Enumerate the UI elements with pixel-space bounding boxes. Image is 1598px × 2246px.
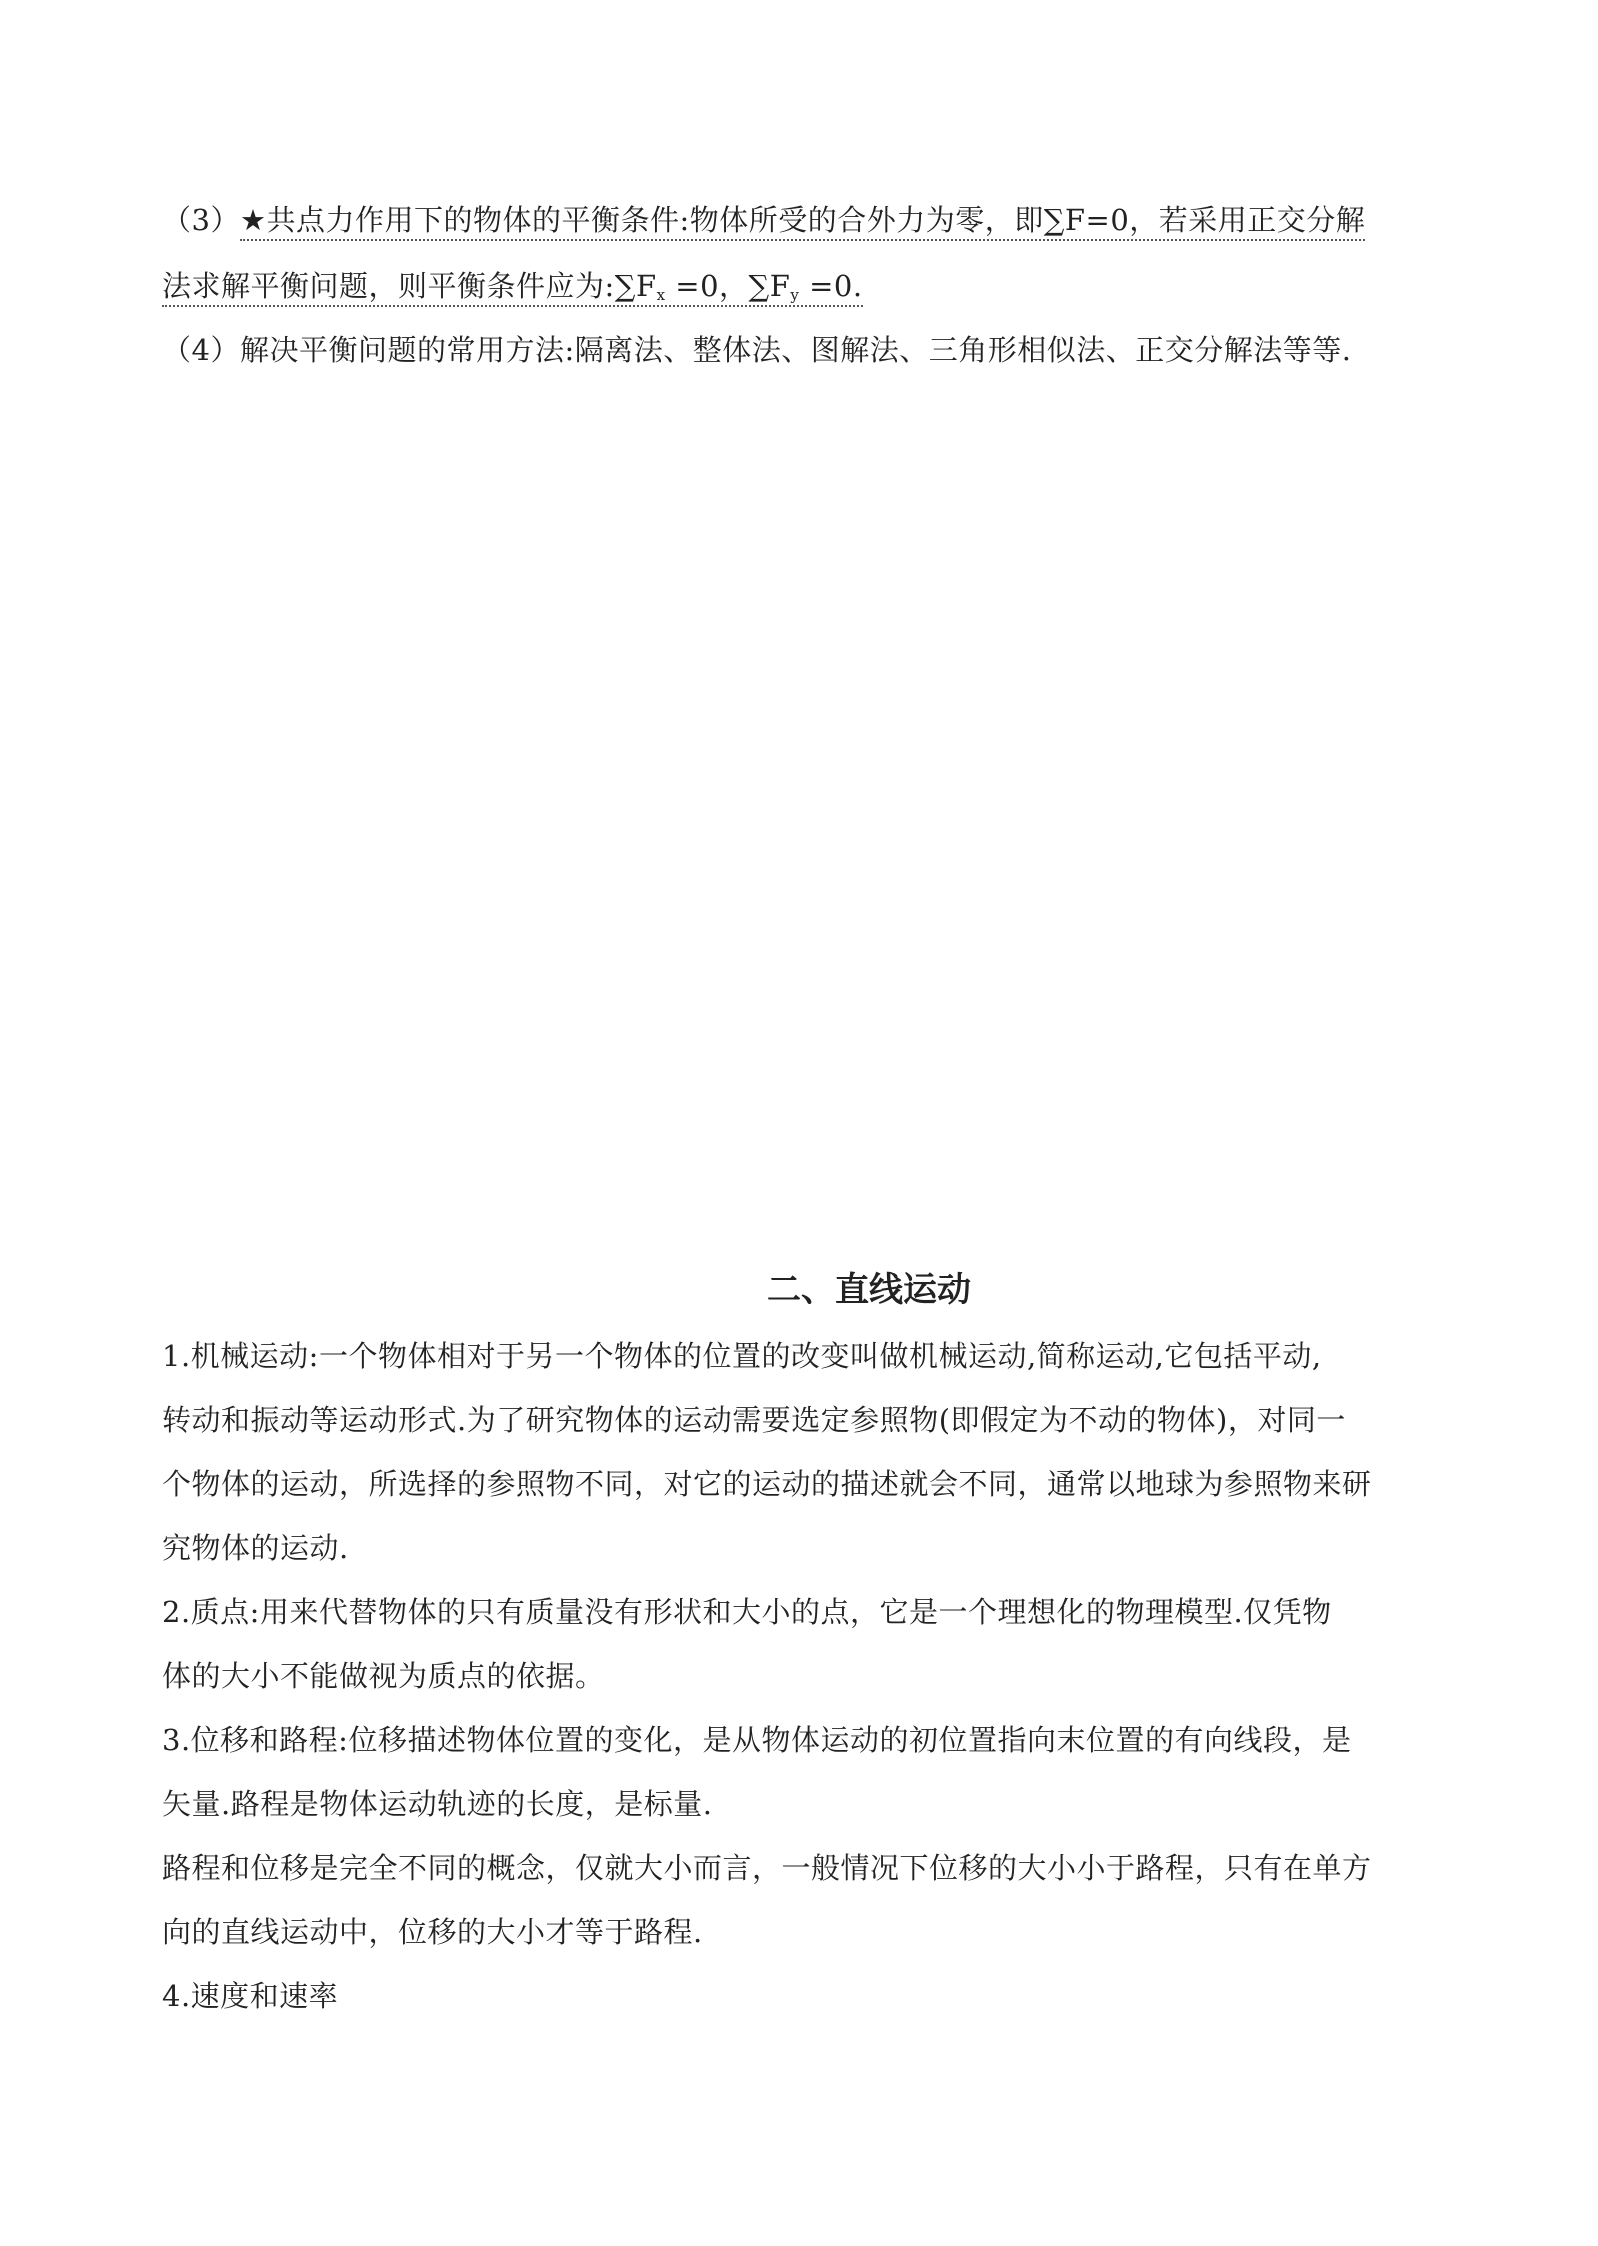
subscript-x: x xyxy=(656,286,666,304)
item3-line2-text-a: 法求解平衡问题，则平衡条件应为:∑F xyxy=(162,269,657,303)
item3-line2-dotted xyxy=(162,269,863,307)
section2-p3-line3: 路程和位移是完全不同的概念，仅就大小而言，一般情况下位移的大小小于路程，只有在单方 xyxy=(162,1851,1372,1885)
equilibrium-item3-line2 xyxy=(162,266,863,315)
equilibrium-item3-line1 xyxy=(162,200,1365,240)
section2-p2-line1: 2.质点:用来代替物体的只有质量没有形状和大小的点，它是一个理想化的物理模型.仅凭物 xyxy=(162,1595,1332,1629)
equilibrium-item4: （4）解决平衡问题的常用方法:隔离法、整体法、图解法、三角形相似法、正交分解法等等. xyxy=(162,333,1352,367)
section2-p1-line3: 个物体的运动，所选择的参照物不同，对它的运动的描述就会不同，通常以地球为参照物来研 xyxy=(162,1467,1372,1501)
section2-p1-line4: 究物体的运动. xyxy=(162,1531,349,1565)
star-icon: ★ xyxy=(239,203,267,237)
item3-line2-text-b: =0，∑F xyxy=(665,269,791,303)
section2-title: 二、直线运动 xyxy=(767,1270,971,1310)
item3-prefix: （3） xyxy=(162,203,240,237)
section2-p1-line2: 转动和振动等运动形式.为了研究物体的运动需要选定参照物(即假定为不动的物体)，对同一 xyxy=(162,1403,1346,1437)
section2-p3-line2: 矢量.路程是物体运动轨迹的长度，是标量. xyxy=(162,1787,713,1821)
section2-p4: 4.速度和速率 xyxy=(162,1979,339,2013)
subscript-y: y xyxy=(790,286,800,304)
section2-p3-line4: 向的直线运动中，位移的大小才等于路程. xyxy=(162,1915,703,1949)
item3-line1-text: 共点力作用下的物体的平衡条件:物体所受的合外力为零，即∑F=0，若采用正交分解 xyxy=(266,203,1366,237)
section2-p1-line1: 1.机械运动:一个物体相对于另一个物体的位置的改变叫做机械运动,简称运动,它包括平动, xyxy=(162,1339,1322,1373)
item3-line2-text-c: =0. xyxy=(799,269,863,303)
section2-p2-line2: 体的大小不能做视为质点的依据。 xyxy=(162,1659,605,1693)
item3-dotted-text xyxy=(240,203,1365,241)
section2-p3-line1: 3.位移和路程:位移描述物体位置的变化，是从物体运动的初位置指向末位置的有向线段，是 xyxy=(162,1723,1352,1757)
